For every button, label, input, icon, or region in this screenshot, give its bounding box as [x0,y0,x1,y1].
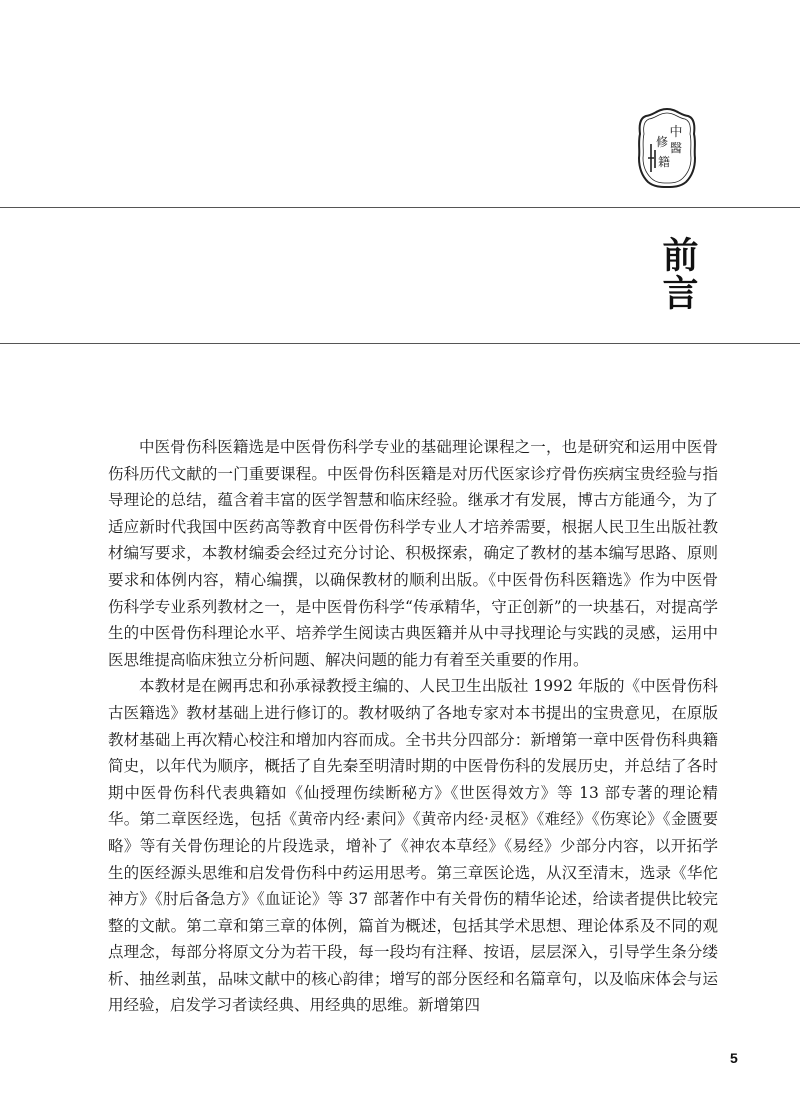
body-paragraph-2: 本教材是在阙再忠和孙承禄教授主编的、人民卫生出版社 1992 年版的《中医骨伤科古医籍选》教材基础上进行修订的。教材吸纳了各地专家对本书提出的宝贵意见，在原版教材基础上再次精心校注和增加内容而成。全书共分四部分：新增第一章中医骨伤科典籍简史，以年代为顺序，概括了自先秦至明清时期的中医骨伤科的发展历史，并总结了各时期中医骨伤科代表典籍如《仙授理伤续断秘方》《世医得效方》等 13 部专著的理论精华。第二章医经选，包括《黄帝内经·素问》《黄帝内经·灵枢》《难经》《伤寒论》《金匮要略》等有关骨伤理论的片段选录，增补了《神农本草经》《易经》少部分内容，以开拓学生的医经源头思维和启发骨伤科中药运用思考。第三章医论选，从汉至清末，选录《华佗神方》《肘后备急方》《血证论》等 37 部著作中有关骨伤的精华论述，给读者提供比较完整的文献。第二章和第三章的体例，篇首为概述，包括其学术思想、理论体系及不同的观点理念，每部分将原文分为若干段，每一段均有注释、按语，层层深入，引导学生条分缕析、抽丝剥茧，品味文献中的核心韵律；增写的部分医经和名篇章句，以及临床体会与运用经验，启发学习者读经典、用经典的思维。新增第四 [108,677,718,1015]
page-number: 5 [730,1050,738,1066]
publisher-seal-logo [636,106,698,190]
seal-emblem-icon [636,106,698,190]
header-top-rule [0,207,800,208]
body-text [108,434,718,1019]
svg-text:修: 修 [655,135,669,149]
body-paragraph-1: 中医骨伤科医籍选是中医骨伤科学专业的基础理论课程之一，也是研究和运用中医骨伤科历代文献的一门重要课程。中医骨伤科医籍是对历代医家诊疗骨伤疾病宝贵经验与指导理论的总结，蕴含着丰富的医学智慧和临床经验。继承才有发展，博古方能通今，为了适应新时代我国中医药高等教育中医骨伤科学专业人才培养需要，根据人民卫生出版社教材编写要求，本教材编委会经过充分讨论、积极探索，确定了教材的基本编写思路、原则要求和体例内容，精心编撰，以确保教材的顺利出版。《中医骨伤科医籍选》作为中医骨伤科学专业系列教材之一，是中医骨伤科学“传承精华，守正创新”的一块基石，对提高学生的中医骨伤科理论水平、培养学生阅读古典医籍并从中寻找理论与实践的灵感，运用中医思维提高临床独立分析问题、解决问题的能力有着至关重要的作用。 [108,438,718,669]
chapter-title: 前言 [657,236,699,312]
svg-text:中: 中 [669,125,683,140]
svg-text:籍: 籍 [657,155,671,169]
header-bottom-rule [0,343,800,344]
svg-text:醫: 醫 [669,141,683,155]
